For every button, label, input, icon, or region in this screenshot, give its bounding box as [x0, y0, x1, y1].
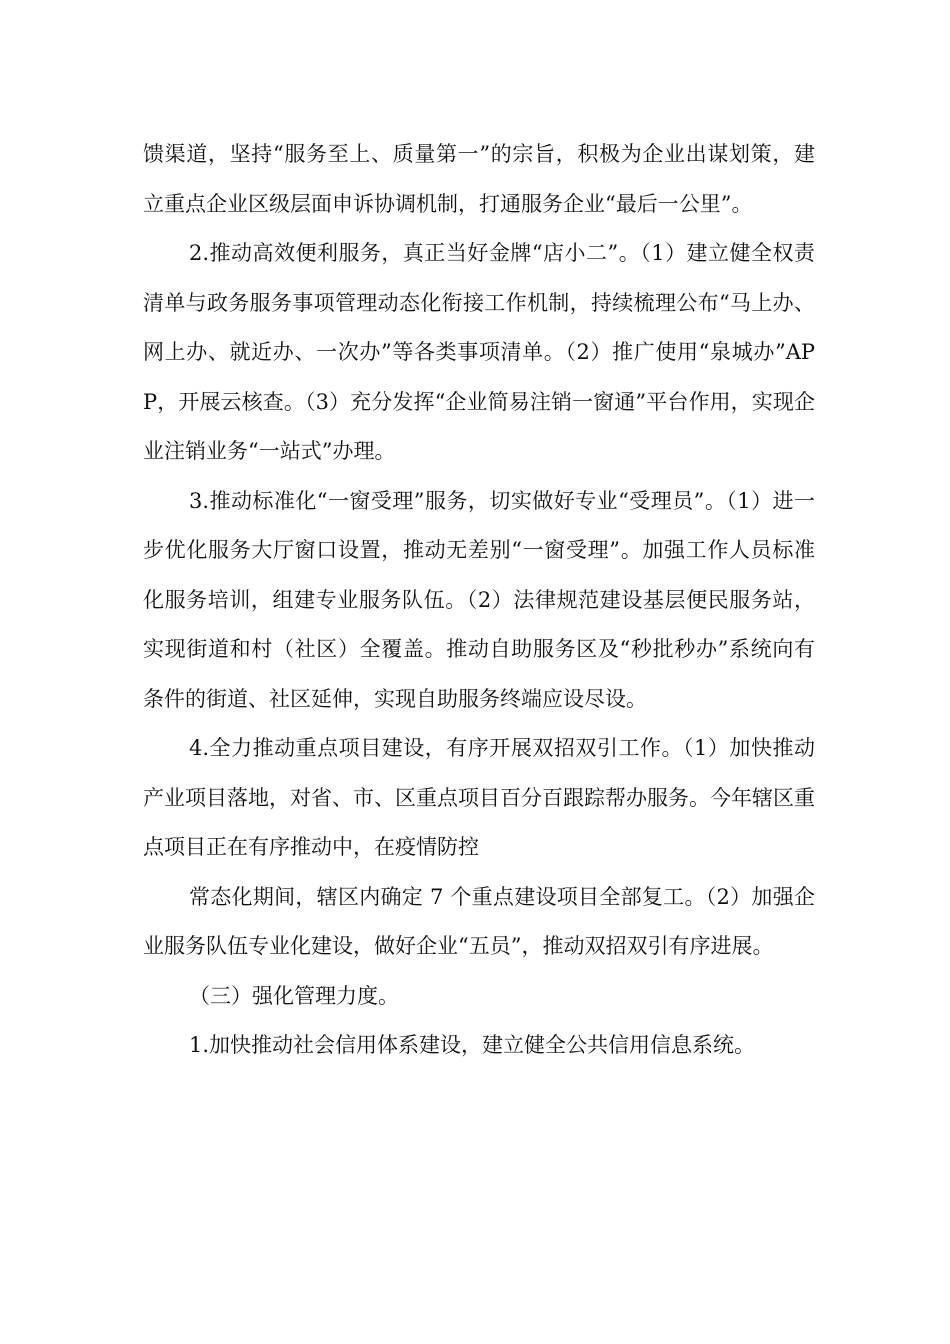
paragraph-section-3-item-1: 1.加快推动社会信用体系建设，建立健全公共信用信息系统。 [189, 1033, 756, 1057]
paragraph-continuation: 馈渠道，坚持“服务至上、质量第一”的宗旨，积极为企业出谋划策，建立重点企业区级层面申诉协调机制，打通服务企业“最后一公里”。 [143, 142, 815, 216]
document-body [143, 130, 815, 1071]
paragraph-item-2: 2.推动高效便利服务，真正当好金牌“店小二”。（1）建立健全权责清单与政务服务事项管理动态化衔接工作机制，持续梳理公布“马上办、网上办、就近办、一次办”等各类事项清单。（2）推广使用“泉城办”APP，开展云核查。（3）充分发挥“企业简易注销一窗通”平台作用，实现企业注销业务“一站式”办理。 [143, 241, 815, 463]
paragraph-item-3: 3.推动标准化“一窗受理”服务，切实做好专业“受理员”。（1）进一步优化服务大厅窗口设置，推动无差别“一窗受理”。加强工作人员标准化服务培训，组建专业服务队伍。（2）法律规范建设基层便民服务站，实现街道和村（社区）全覆盖。推动自助服务区及“秒批秒办”系统向有条件的街道、社区延伸，实现自助服务终端应设尽设。 [143, 488, 815, 711]
paragraph-item-4-continued: 常态化期间，辖区内确定 7 个重点建设项目全部复工。（2）加强企业服务队伍专业化建设，做好企业“五员”，推动双招双引有序进展。 [143, 884, 815, 958]
section-heading: （三）强化管理力度。 [189, 983, 399, 1008]
paragraph-item-4: 4.全力推动重点项目建设，有序开展双招双引工作。（1）加快推动产业项目落地，对省、市、区重点项目百分百跟踪帮办服务。今年辖区重点项目正在有序推动中，在疫情防控 [143, 736, 815, 859]
